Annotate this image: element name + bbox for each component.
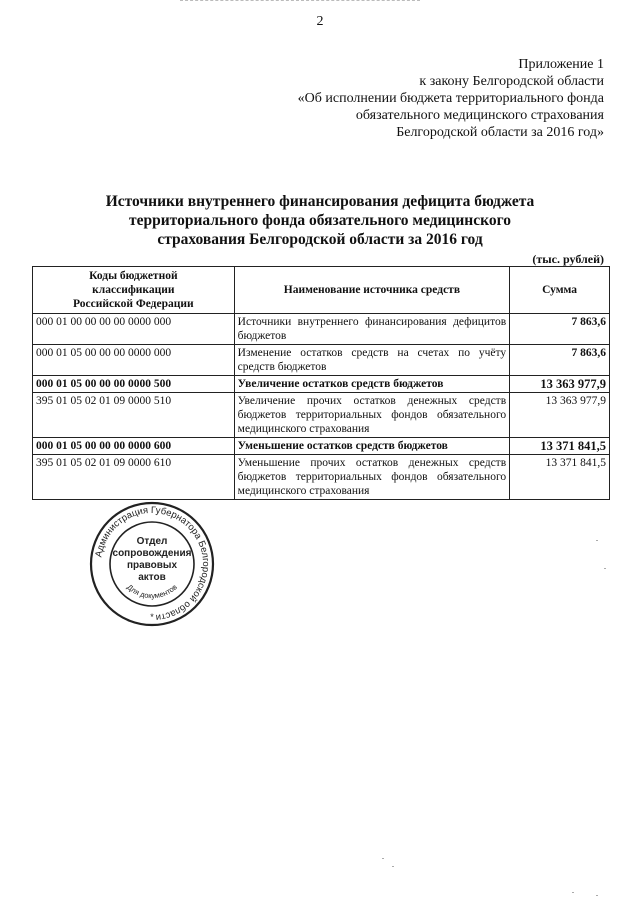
source-name-cell: Источники внутреннего финансирования дефицитов бюджетов <box>234 314 509 345</box>
stamp-outer-text: Администрация Губернатора Белгородской области <box>93 504 212 623</box>
header-code <box>33 267 235 314</box>
appendix-line: к закону Белгородской области <box>419 74 604 89</box>
budget-code-cell: 395 01 05 02 01 09 0000 610 <box>33 455 235 500</box>
title-line: страхования Белгородской области за 2016 год <box>157 231 483 248</box>
appendix-line: «Об исполнении бюджета территориального фонда <box>297 91 604 106</box>
title-line: Источники внутреннего финансирования дефицита бюджета <box>105 193 535 210</box>
source-name-cell: Увеличение прочих остатков денежных средств бюджетов территориальных фондов обязательного медицинского страхования <box>234 393 509 438</box>
appendix-line: Приложение 1 <box>518 57 604 72</box>
header-name: Наименование источника средств <box>234 267 509 314</box>
scan-speck <box>596 895 598 896</box>
amount-cell: 13 371 841,5 <box>510 455 610 500</box>
source-name-cell: Увеличение остатков средств бюджетов <box>234 376 509 393</box>
scan-speck <box>596 540 598 541</box>
stamp-bottom-text: Для документов <box>125 582 179 601</box>
appendix-line: обязательного медицинского страхования <box>355 108 604 123</box>
scan-speck <box>382 858 384 859</box>
table-row <box>33 345 610 376</box>
table-row <box>33 314 610 345</box>
official-stamp <box>88 500 216 628</box>
scan-speck <box>572 892 574 893</box>
amount-cell: 13 363 977,9 <box>510 393 610 438</box>
amount-cell: 13 371 841,5 <box>510 438 610 455</box>
budget-code-cell: 000 01 05 00 00 00 0000 000 <box>33 345 235 376</box>
table-row <box>33 455 610 500</box>
appendix-header <box>244 56 604 141</box>
scan-speck <box>392 866 394 867</box>
budget-code-cell: 000 01 00 00 00 00 0000 000 <box>33 314 235 345</box>
source-name-cell: Уменьшение остатков средств бюджетов <box>234 438 509 455</box>
page-number: 2 <box>316 14 324 29</box>
appendix-line: Белгородской области за 2016 год» <box>396 125 604 140</box>
scan-artifact <box>180 0 420 3</box>
budget-code-cell: 000 01 05 00 00 00 0000 500 <box>33 376 235 393</box>
source-name-cell: Изменение остатков средств на счетах по учёту средств бюджетов <box>234 345 509 376</box>
table-row <box>33 393 610 438</box>
amount-cell: 13 363 977,9 <box>510 376 610 393</box>
scan-speck <box>604 568 606 569</box>
amount-cell: 7 863,6 <box>510 314 610 345</box>
header-code-line: Коды бюджетной <box>89 270 178 282</box>
header-code-line: классификации <box>92 284 175 296</box>
table-row <box>33 376 610 393</box>
document-title <box>60 192 580 249</box>
units-label: (тыс. рублей) <box>532 252 604 266</box>
stamp-inner-line: актов <box>138 572 166 583</box>
stamp-star: * <box>150 612 154 622</box>
header-sum: Сумма <box>510 267 610 314</box>
table-row <box>33 438 610 455</box>
budget-code-cell: 000 01 05 00 00 00 0000 600 <box>33 438 235 455</box>
budget-code-cell: 395 01 05 02 01 09 0000 510 <box>33 393 235 438</box>
title-line: территориального фонда обязательного медицинского <box>129 212 511 229</box>
amount-cell: 7 863,6 <box>510 345 610 376</box>
stamp-inner-line: правовых <box>126 560 178 571</box>
source-name-cell: Уменьшение прочих остатков денежных средств бюджетов территориальных фондов обязательного медицинского страхования <box>234 455 509 500</box>
stamp-inner-line: Отдел <box>136 536 168 547</box>
financing-sources-table <box>32 266 610 500</box>
stamp-inner-line: сопровождения <box>112 548 192 559</box>
table-header-row <box>33 267 610 314</box>
header-code-line: Российской Федерации <box>73 298 194 310</box>
